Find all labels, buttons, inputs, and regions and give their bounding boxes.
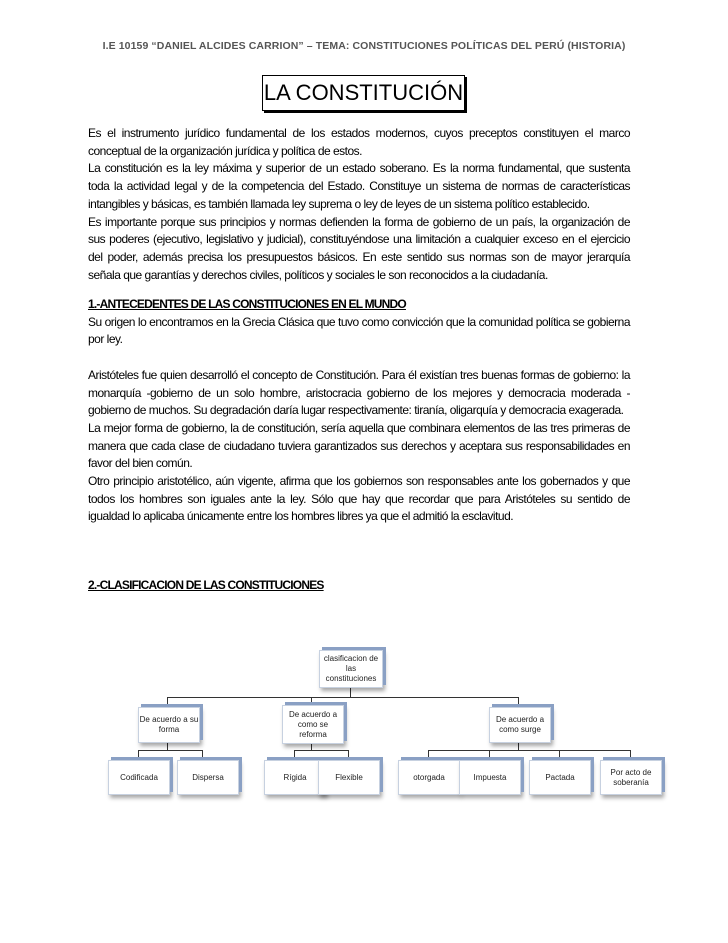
chart-branch-forma xyxy=(138,707,200,743)
chart-branch-surge xyxy=(489,707,551,743)
chart-branch-surge-label: De acuerdo a como surge xyxy=(495,715,545,734)
intro-paragraph-2: La constitución es la ley máxima y superior de un estado soberano. Es la norma fundamental, que sustenta toda la actividad legal y de la competencia del Estado. Constituye un sistema de normas de características intangibles y básicas, es también llamada ley suprema o ley de leyes de un sistema político establecido. xyxy=(88,161,630,211)
chart-leaf-otorgada xyxy=(398,760,460,795)
section-1-paragraph-4: Otro principio aristotélico, aún vigente, afirma que los gobiernos son responsables ante los gobernados y que todos los hombres son iguales ante la ley. Sólo que hay que recordar que para Aristóteles su sentido de igualdad lo aplicaba únicamente entre los hombres libres ya que el admitió la esclavitud. xyxy=(88,474,630,524)
section-1-heading: 1.-ANTECEDENTES DE LAS CONSTITUCIONES EN EL MUNDO xyxy=(88,297,406,311)
chart-leaf-pactada-label: Pactada xyxy=(545,772,575,782)
section-2-heading: 2.-CLASIFICACION DE LAS CONSTITUCIONES xyxy=(88,578,324,592)
section-1-paragraph-2: Aristóteles fue quien desarrolló el concepto de Constitución. Para él existían tres buenas formas de gobierno: la monarquía -gobierno de un solo hombre, aristocracia gobierno de los mejores y democracia moderada -gobierno de muchos. Su degradación daría lugar respectivamente: tiranía, oligarquía y democracia exagerada. xyxy=(88,367,630,418)
section-1-paragraph-1: Su origen lo encontramos en la Grecia Clásica que tuvo como convicción que la comunidad política se gobierna por ley. xyxy=(88,314,630,347)
chart-leaf-pactada xyxy=(529,760,591,795)
chart-leaf-soberania xyxy=(600,760,662,795)
intro-section xyxy=(88,125,630,284)
chart-branch-reforma-label: De acuerdo a como se reforma xyxy=(288,709,338,739)
intro-paragraph-1: Es el instrumento jurídico fundamental de los estados modernos, cuyos preceptos constituyen el marco conceptual de la organización jurídica y política de estos. xyxy=(88,126,630,158)
intro-paragraph-3: Es importante porque sus principios y normas defienden la forma de gobierno de un país, la organización de sus poderes (ejecutivo, legislativo y judicial), constituyéndose una limitación a cualquier exceso en el ejercicio del poder, además precisa los presupuestos básicos. En este sentido sus normas son de mayor jerarquía señala que garantías y derechos civiles, políticos y sociales le son reconocidos a la ciudadanía. xyxy=(88,214,630,282)
section-antecedentes xyxy=(88,296,630,526)
chart-leaf-flexible-label: Flexible xyxy=(335,772,363,782)
chart-root-node xyxy=(319,650,383,688)
chart-leaf-codificada xyxy=(108,760,170,795)
chart-leaf-impuesta xyxy=(459,760,521,795)
chart-leaf-dispersa xyxy=(177,760,239,795)
chart-root-label: clasificacion de las constituciones xyxy=(323,654,379,683)
chart-leaf-dispersa-label: Dispersa xyxy=(192,772,224,782)
chart-leaf-flexible xyxy=(318,760,380,795)
chart-leaf-soberania-label: Por acto de soberanía xyxy=(610,767,652,787)
page-header: I.E 10159 “DANIEL ALCIDES CARRION” – TEMA: CONSTITUCIONES POLÍTICAS DEL PERÚ (HISTORIA) xyxy=(102,40,626,52)
chart-branch-reforma xyxy=(282,705,344,744)
chart-leaf-rigida xyxy=(264,760,326,795)
section-1-paragraph-3: La mejor forma de gobierno, la de constitución, sería aquella que combinara elementos de las tres primeras de manera que cada clase de ciudadano tuviera garantizados sus derechos y aceptara sus responsabilidades en favor del bien común. xyxy=(88,420,630,471)
chart-leaf-codificada-label: Codificada xyxy=(120,772,158,782)
chart-leaf-rigida-label: Rígida xyxy=(283,772,307,782)
chart-leaf-otorgada-label: otorgada xyxy=(413,772,445,782)
chart-branch-forma-label: De acuerdo a su forma xyxy=(139,715,199,734)
document-title: LA CONSTITUCIÓN xyxy=(262,75,465,111)
chart-leaf-impuesta-label: Impuesta xyxy=(473,772,507,782)
